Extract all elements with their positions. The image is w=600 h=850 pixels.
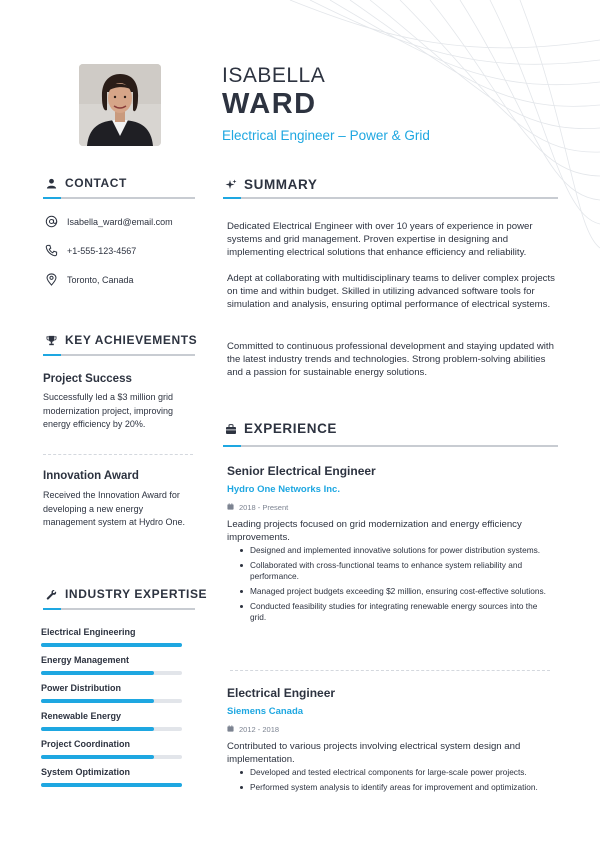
job-company: Hydro One Networks Inc.	[227, 484, 340, 495]
achievements-heading: KEY ACHIEVEMENTS	[45, 333, 197, 347]
job-company: Siemens Canada	[227, 706, 304, 717]
job-bullet: Designed and implemented innovative solutions for power distribution systems.	[238, 545, 550, 556]
job-bullets	[238, 767, 550, 797]
expertise-heading: INDUSTRY EXPERTISE	[45, 587, 207, 601]
job-role: Senior Electrical Engineer	[227, 464, 376, 478]
job-bullet: Collaborated with cross-functional teams to enhance system reliability and performance.	[238, 560, 550, 582]
contact-heading: CONTACT	[45, 176, 127, 190]
experience-heading: EXPERIENCE	[224, 421, 337, 436]
first-name: ISABELLA	[222, 64, 326, 87]
skill-level-fill	[41, 643, 182, 647]
skill-name: Project Coordination	[41, 739, 131, 749]
contact-phone[interactable]: +1-555-123-4567	[45, 244, 136, 257]
job-dates: 2012 - 2018	[227, 725, 279, 734]
skill-level-bar	[41, 783, 182, 787]
skill-level-bar	[41, 755, 182, 759]
achievement-description: Successfully led a $3 million grid modernization project, improving energy efficiency by 20%.	[43, 392, 174, 429]
skill-name: Electrical Engineering	[41, 627, 136, 637]
experience-rule	[223, 445, 558, 447]
sparkle-icon	[224, 178, 237, 191]
summary-paragraph: Dedicated Electrical Engineer with over 10 years of experience in power systems and grid management. Proven expertise in designing and implementing electrical solutions that enhance efficiency and reliability.	[227, 221, 533, 259]
skill-level-bar	[41, 727, 182, 731]
achievement-divider	[43, 454, 193, 455]
last-name: WARD	[222, 88, 317, 120]
job-title: Electrical Engineer – Power & Grid	[222, 128, 430, 143]
summary-paragraph: Adept at collaborating with multidisciplinary teams to deliver complex projects on time and within budget. Skilled in utilizing advanced software tools for simulation and analysis, ensuring optimal performance of electrical systems.	[227, 273, 555, 311]
wrench-icon	[45, 588, 58, 601]
achievement-description: Received the Innovation Award for developing a new energy management system at Hydro One.	[43, 490, 186, 527]
skill-level-bar	[41, 699, 182, 703]
calendar-icon	[227, 503, 234, 512]
contact-email[interactable]: Isabella_ward@email.com	[45, 215, 173, 228]
location-pin-icon	[45, 273, 58, 286]
job-bullet: Managed project budgets exceeding $2 million, ensuring cost-effective solutions.	[238, 586, 550, 597]
at-icon	[45, 215, 58, 228]
trophy-icon	[45, 334, 58, 347]
briefcase-icon	[224, 422, 237, 435]
summary-heading: SUMMARY	[224, 177, 317, 192]
skill-level-fill	[41, 783, 182, 787]
expertise-rule	[43, 608, 195, 610]
skill-name: Renewable Energy	[41, 711, 122, 721]
skill-name: System Optimization	[41, 767, 131, 777]
job-role: Electrical Engineer	[227, 686, 336, 700]
skill-level-fill	[41, 671, 154, 675]
achievement-title: Project Success	[43, 373, 132, 385]
contact-rule	[43, 197, 195, 199]
skill-level-bar	[41, 643, 182, 647]
summary-rule	[223, 197, 558, 199]
skill-level-fill	[41, 699, 154, 703]
achievements-rule	[43, 354, 195, 356]
phone-icon	[45, 244, 58, 257]
skill-level-fill	[41, 727, 154, 731]
job-bullet: Performed system analysis to identify areas for improvement and optimization.	[238, 782, 550, 793]
job-bullets	[238, 545, 550, 627]
skill-name: Power Distribution	[41, 683, 122, 693]
experience-divider	[230, 670, 550, 671]
profile-photo	[79, 64, 161, 146]
summary-paragraph: Committed to continuous professional development and staying updated with the latest industry trends and technologies. Strong problem-solving abilities and a passion for sustainable energy solutions.	[227, 341, 554, 379]
job-description: Contributed to various projects involving electrical system design and implementation.	[227, 741, 521, 765]
user-icon	[45, 177, 58, 190]
job-bullet: Conducted feasibility studies for integrating renewable energy sources into the grid.	[238, 601, 550, 623]
skill-level-bar	[41, 671, 182, 675]
job-dates: 2018 - Present	[227, 503, 288, 512]
calendar-icon	[227, 725, 234, 734]
achievement-title: Innovation Award	[43, 470, 139, 482]
job-bullet: Developed and tested electrical components for large-scale power projects.	[238, 767, 550, 778]
skill-level-fill	[41, 755, 154, 759]
job-description: Leading projects focused on grid modernization and energy efficiency improvements.	[227, 519, 522, 543]
contact-location: Toronto, Canada	[45, 273, 134, 286]
skill-name: Energy Management	[41, 655, 130, 665]
